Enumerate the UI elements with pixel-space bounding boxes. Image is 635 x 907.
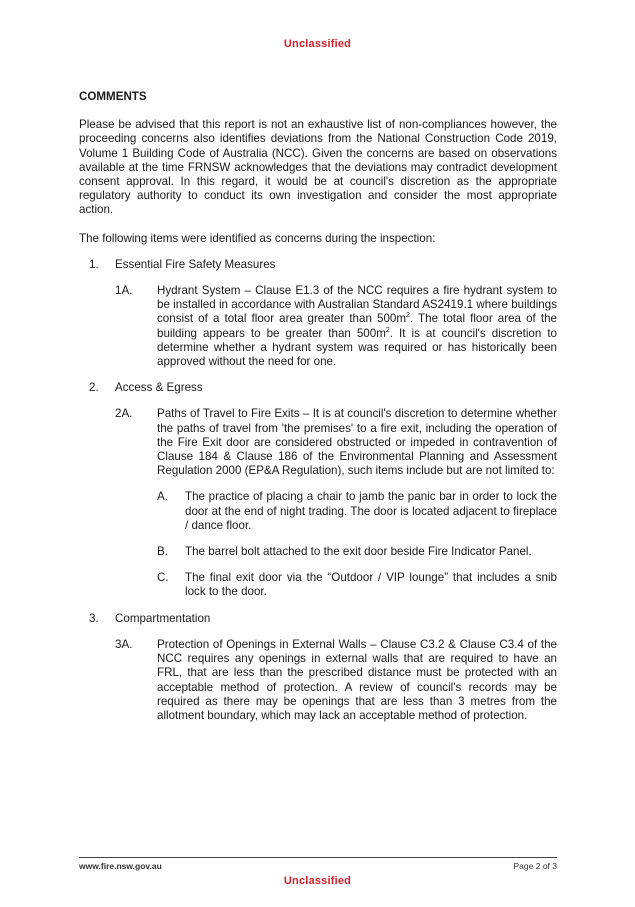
item-title: Compartmentation xyxy=(115,611,211,625)
point-a xyxy=(157,490,557,533)
point-text: The barrel bolt attached to the exit door beside Fire Indicator Panel. xyxy=(185,545,532,559)
sub-item-number: 2A. xyxy=(115,407,133,421)
sub-item-1a xyxy=(115,284,557,369)
list-item-3 xyxy=(79,612,557,626)
sub-item-text: Protection of Openings in External Walls – Clause C3.2 & Clause C3.4 of the NCC requires any openings in external walls that are required to have an FRL, that are less than the prescribed distance must be protected with an acceptable method of protection. A review of council's records may be required as there may be openings that are less than 3 metres from the allotment boundary, which may lack an acceptable method of protection. xyxy=(157,637,557,722)
point-letter: B. xyxy=(157,545,168,559)
document-body xyxy=(79,90,557,723)
item-number: 2. xyxy=(89,381,99,395)
point-text: The final exit door via the “Outdoor / VIP lounge” that includes a snib lock to the door. xyxy=(185,571,557,599)
sub-item-2a xyxy=(115,407,557,478)
point-letter: A. xyxy=(157,490,168,504)
point-letter: C. xyxy=(157,571,169,585)
point-b xyxy=(157,545,557,559)
item-title: Essential Fire Safety Measures xyxy=(115,257,276,271)
item-title: Access & Egress xyxy=(115,381,203,395)
section-heading: COMMENTS xyxy=(79,90,147,103)
point-c xyxy=(157,571,557,599)
item-number: 1. xyxy=(89,257,99,271)
sub-item-3a xyxy=(115,638,557,723)
point-text: The practice of placing a chair to jamb the panic bar in order to lock the door at the end of night trading. The door is located adjacent to fireplace / dance floor. xyxy=(185,490,557,532)
footer-divider xyxy=(79,857,557,858)
sub-item-text: Hydrant System – Clause E1.3 of the NCC requires a fire hydrant system to be installed in accordance with Australian Standard AS2419.1 where buildings consist of a total floor area greater than $500m^2$. The total floor area of the building appears to be greater than $500m^2$. It is at council's discretion to determine whether a hydrant system was required or has historically been approved without the need for one. xyxy=(157,284,558,369)
list-item-2 xyxy=(79,381,557,395)
footer-page-number: Page 2 of 3 xyxy=(513,861,557,871)
intro-paragraph: Please be advised that this report is not an exhaustive list of non-compliances however, the proceeding concerns also identifies deviations from the National Construction Code 2019, Volume 1 Building Code of Australia (NCC). Given the concerns are based on observations available at the time FRNSW acknowledges that the deviations may contradict development consent approval. In this regard, it would be at council's discretion as the appropriate regulatory authority to conduct its own investigation and consider the most appropriate action. xyxy=(79,118,557,217)
sub-item-number: 3A. xyxy=(115,637,133,651)
footer-website-link[interactable]: www.fire.nsw.gov.au xyxy=(79,861,162,871)
list-item-1 xyxy=(79,258,557,272)
item-number: 3. xyxy=(89,611,99,625)
sub-item-number: 1A. xyxy=(115,284,133,298)
classification-header: Unclassified xyxy=(283,38,352,50)
sub-item-text: Paths of Travel to Fire Exits – It is at council's discretion to determine whether the paths of travel from 'the premises' to a fire exit, including the operation of the Fire Exit door are considered obstructed or impeded in contravention of Clause 184 & Clause 186 of the Environmental Planning and Assessment Regulation 2000 (EP&A Regulation), such items include but are not limited to: xyxy=(157,407,557,478)
lead-in-paragraph: The following items were identified as concerns during the inspection: xyxy=(79,231,436,245)
classification-footer: Unclassified xyxy=(283,875,352,887)
